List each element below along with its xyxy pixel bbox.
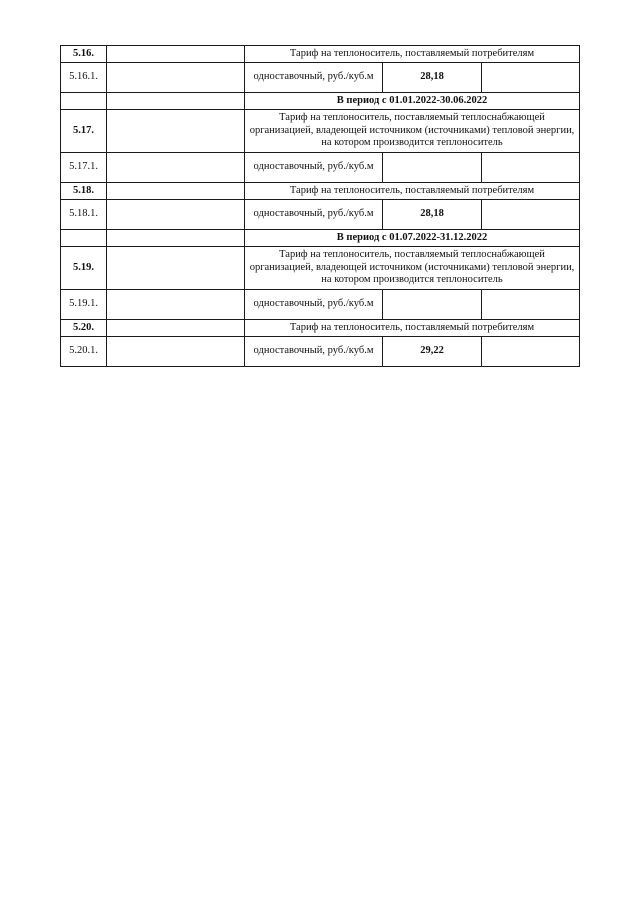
table-row [61,337,580,367]
org-cell [107,230,245,247]
table-row [61,230,580,247]
org-cell [107,320,245,337]
period-heading: В период с 01.07.2022-31.12.2022 [245,230,580,247]
row-number: 5.16. [61,46,107,63]
extra-cell [482,63,580,93]
org-cell [107,46,245,63]
tariff-value [383,153,482,183]
unit-cell: одноставочный, руб./куб.м [245,63,383,93]
row-number: 5.18. [61,183,107,200]
row-number: 5.19. [61,247,107,290]
unit-cell: одноставочный, руб./куб.м [245,337,383,367]
row-number [61,230,107,247]
row-number: 5.20.1. [61,337,107,367]
row-number: 5.20. [61,320,107,337]
unit-cell: одноставочный, руб./куб.м [245,290,383,320]
row-number [61,93,107,110]
table-row [61,46,580,63]
extra-cell [482,337,580,367]
row-description: Тариф на теплоноситель, поставляемый потребителям [245,320,580,337]
tariff-value: 28,18 [383,63,482,93]
extra-cell [482,290,580,320]
table-row [61,290,580,320]
extra-cell [482,153,580,183]
org-cell [107,153,245,183]
table-row [61,183,580,200]
org-cell [107,290,245,320]
org-cell [107,200,245,230]
table-row [61,200,580,230]
org-cell [107,110,245,153]
table-row [61,153,580,183]
org-cell [107,93,245,110]
tariff-value: 29,22 [383,337,482,367]
row-description: Тариф на теплоноситель, поставляемый потребителям [245,183,580,200]
row-description: Тариф на теплоноситель, поставляемый теплоснабжающей организацией, владеющей источником (источниками) тепловой энергии, на котором производится теплоноситель [245,110,580,153]
tariff-value: 28,18 [383,200,482,230]
extra-cell [482,200,580,230]
org-cell [107,337,245,367]
row-number: 5.19.1. [61,290,107,320]
row-description: Тариф на теплоноситель, поставляемый потребителям [245,46,580,63]
table-row [61,247,580,290]
row-number: 5.17. [61,110,107,153]
table-row [61,63,580,93]
table-row [61,320,580,337]
period-heading: В период с 01.01.2022-30.06.2022 [245,93,580,110]
tariff-value [383,290,482,320]
row-number: 5.17.1. [61,153,107,183]
row-number: 5.16.1. [61,63,107,93]
table-row [61,110,580,153]
row-number: 5.18.1. [61,200,107,230]
table-row [61,93,580,110]
org-cell [107,183,245,200]
org-cell [107,247,245,290]
row-description: Тариф на теплоноситель, поставляемый теплоснабжающей организацией, владеющей источником (источниками) тепловой энергии, на котором производится теплоноситель [245,247,580,290]
org-cell [107,63,245,93]
tariff-table [60,45,580,367]
unit-cell: одноставочный, руб./куб.м [245,153,383,183]
unit-cell: одноставочный, руб./куб.м [245,200,383,230]
